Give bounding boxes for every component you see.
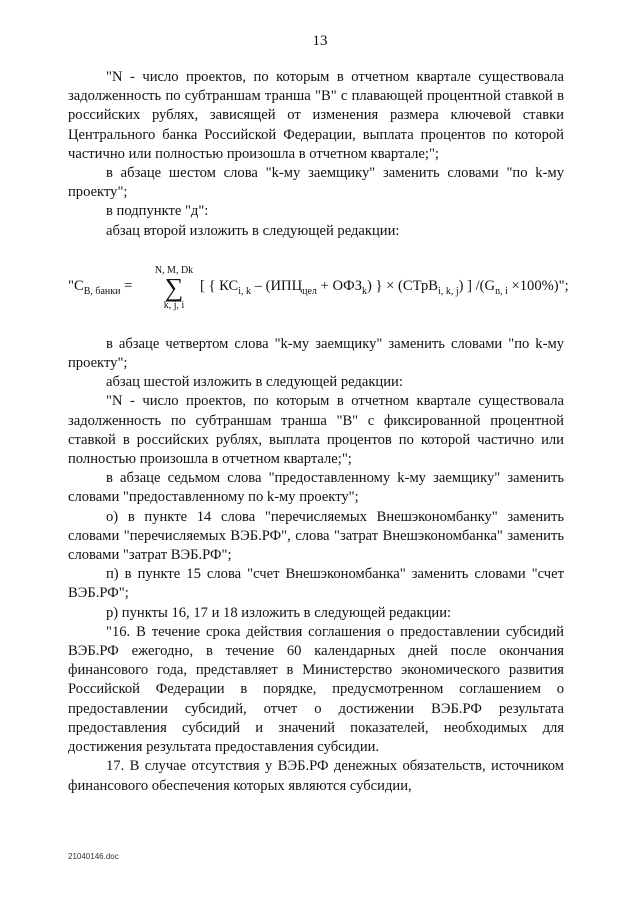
formula-sub-4: i, k, j (438, 285, 459, 297)
formula-equals: = (124, 277, 133, 294)
formula-sub-3: k (362, 285, 368, 297)
formula-sub-5: n, i (495, 285, 508, 297)
formula-lhs-subscript: В, банки (83, 285, 121, 297)
document-filename: 21040146.doc (68, 852, 119, 861)
formula-sub-2: цел (302, 285, 317, 297)
paragraph: в абзаце седьмом слова "предоставленному k-му заемщику" заменить словами "предоставленному по k-му проекту"; (68, 470, 564, 506)
page-number: 13 (312, 33, 328, 49)
formula-lhs (68, 277, 132, 301)
sum-operator (154, 265, 194, 311)
formula-term-2: – (ИПЦ (251, 277, 303, 294)
paragraph: в абзаце шестом слова "k-му заемщику" заменить словами "по k-му проекту"; (68, 165, 564, 201)
sum-upper-limit: N, M, Dk (154, 264, 194, 276)
formula-rhs (200, 277, 569, 301)
document-body (68, 68, 569, 796)
paragraph: абзац шестой изложить в следующей редакции: (106, 374, 403, 391)
paragraph: о) в пункте 14 слова "перечисляемых Внешэкономбанку" заменить словами "перечисляемых ВЭБ.РФ", слова "затрат Внешэкономбанка" заменить словами "затрат ВЭБ.РФ"; (68, 508, 564, 564)
formula-term-4: ) } × (СТрВ (367, 277, 439, 294)
paragraph: п) в пункте 15 слова "счет Внешэкономбанка" заменить словами "счет ВЭБ.РФ"; (68, 566, 564, 602)
formula-term-1: [ { КС (200, 277, 239, 294)
formula (68, 247, 569, 329)
paragraphs-before-formula (68, 68, 564, 241)
sum-lower-limit: k, j, i (163, 299, 185, 311)
formula-term-3: + ОФЗ (316, 277, 363, 294)
paragraph: "16. В течение срока действия соглашения о предоставлении субсидий ВЭБ.РФ ежегодно, в течение 60 календарных дней после окончания финансового года, представляет в Министерство экономического развития Российской Федерации в порядке, предусмотренном соглашением о предоставлении субсидий, отчет о достижении ВЭБ.РФ результата предоставления субсидий и значений показателей, необходимых для достижения результата предоставления субсидии. (68, 623, 564, 756)
paragraph: в абзаце четвертом слова "k-му заемщику" заменить словами "по k-му проекту"; (68, 335, 564, 372)
paragraph: в подпункте "д": (106, 203, 209, 220)
formula-lhs-symbol: "С (68, 277, 84, 294)
formula-term-5: ) ] /(G (458, 277, 496, 294)
paragraph: 17. В случае отсутствия у ВЭБ.РФ денежных обязательств, источником финансового обеспечения которых являются субсидии, (68, 758, 564, 794)
paragraph: абзац второй изложить в следующей редакции: (106, 222, 400, 239)
paragraphs-after-formula (68, 335, 564, 796)
paragraph: "N - число проектов, по которым в отчетном квартале существовала задолженность по субтраншам транша "В" с плавающей процентной ставкой в российских рублях, зависящей от изменения размера ключевой ставки Центрального банка Российской Федерации, выплата процентов по которой частично или полностью произошла в отчетном квартале;"; (68, 69, 564, 162)
paragraph: "N - число проектов, по которым в отчетном квартале существовала задолженность по субтраншам транша "В" с фиксированной процентной ставкой в российских рублях, выплата процентов по которой частично или полностью произошла в отчетном квартале;"; (68, 393, 564, 468)
formula-term-6: ×100%)"; (507, 277, 569, 294)
formula-sub-1: i, k (238, 285, 252, 297)
sum-symbol: ∑ (164, 272, 184, 302)
paragraph: р) пункты 16, 17 и 18 изложить в следующей редакции: (106, 604, 452, 621)
